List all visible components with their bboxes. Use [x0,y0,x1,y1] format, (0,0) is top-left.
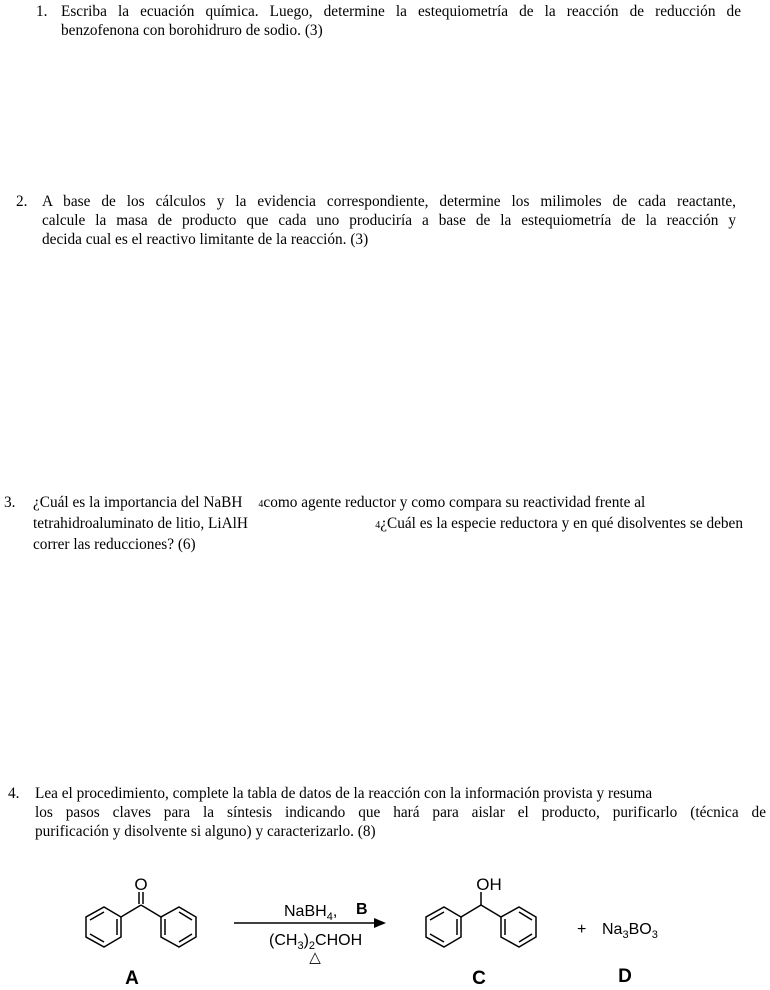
reagent-nabh4: NaBH$_4$, [284,903,338,923]
question-2-number: 2. [16,193,28,210]
question-3-subscript-1: 4 [258,499,264,510]
question-2-line-3: decida cual es el reactivo limitante de la reacción. (3) [42,231,369,248]
label-A: A [125,968,139,989]
sodium-borate: $Na_3BO_3$ [602,921,658,941]
question-4-number: 4. [8,785,20,802]
reagent-B: B [356,901,368,918]
question-2-line-1: A base de los cálculos y la evidencia correspondiente, determine los milimoles de cada reactante, [42,193,736,210]
question-1-line-1: Escriba la ecuación química. Luego, determine la estequiometría de la reacción de reducción de [61,3,741,20]
reaction-scheme [0,860,770,990]
question-4-line-1: Lea el procedimiento, complete la tabla de datos de la reacción con la información provista y resuma [35,785,653,802]
question-3-number: 3. [4,494,16,511]
question-4-text [35,784,766,841]
question-4-line-3: purificación y disolvente si alguno) y caracterizarlo. (8) [35,823,376,840]
question-3-subscript-2: 4 [375,520,381,531]
plus-sign: + [577,921,587,938]
question-1-line-2: benzofenona con borohidruro de sodio. (3) [61,22,323,39]
question-3-line-3: correr las reducciones? (6) [33,536,196,553]
label-C: C [472,968,486,989]
heat-symbol: △ [309,949,321,966]
question-1-number: 1. [36,3,48,20]
question-3-line-1-end: como agente reductor y como compara su reactividad frente al [263,494,646,511]
solvent-isopropanol: $(CH_3)_2CHOH$ [269,932,363,952]
question-3-line-2-start: tetrahidroaluminato de litio, LiAlH [33,515,248,532]
question-1-text [61,2,741,40]
carbonyl-oxygen-label: O [134,875,148,894]
question-2-text [42,192,736,249]
product-right-ring [501,907,536,947]
hydroxyl-label: OH [476,875,502,894]
question-3-line-2 [33,514,743,535]
question-3-text [33,493,743,554]
benzophenone-structure [86,892,196,947]
question-3-line-2-end: ¿Cuál es la especie reductora y en qué disolventes se deben [380,515,743,532]
question-3-line-1-start: ¿Cuál es la importancia del NaBH [33,494,243,511]
question-2-line-2: calcule la masa de producto que cada uno produciría a base de la estequiometría de la reacción y [42,212,736,229]
diphenylmethanol-structure [426,892,536,947]
question-3-line-1 [33,493,743,514]
label-D: D [618,966,632,987]
right-benzene-ring [161,907,196,947]
question-4-line-2: los pasos claves para la síntesis indicando que hará para aislar el producto, purificarlo (técnica de [35,804,766,821]
